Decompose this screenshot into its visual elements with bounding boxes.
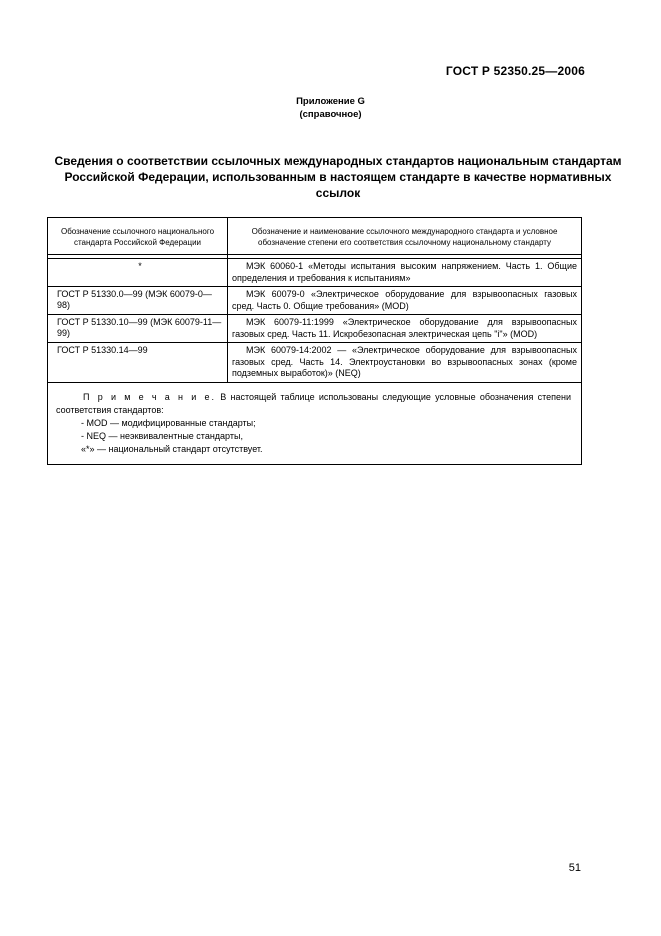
table-header-row bbox=[48, 218, 582, 255]
national-standard-cell: ГОСТ Р 51330.10—99 (МЭК 60079-11—99) bbox=[48, 315, 228, 343]
table-row bbox=[48, 259, 582, 287]
appendix-label: Приложение G bbox=[296, 96, 365, 107]
international-standard-cell: МЭК 60079-14:2002 — «Электрическое оборудование для взрывоопасных газовых сред. Часть 14. Электроустановки во взрывоопасных зонах (кроме подземных выработок)» (NEQ) bbox=[228, 343, 582, 383]
appendix-heading bbox=[0, 95, 661, 121]
national-standard-cell: ГОСТ Р 51330.0—99 (МЭК 60079-0—98) bbox=[48, 287, 228, 315]
table-note-row bbox=[48, 382, 582, 464]
note-paragraph bbox=[56, 391, 571, 417]
page-number: 51 bbox=[568, 862, 581, 874]
table-row bbox=[48, 343, 582, 383]
page-title: Сведения о соответствии ссылочных международных стандартов национальным стандартам Российской Федерации, использованным в настоящем стандарте в качестве нормативных ссылок bbox=[54, 154, 622, 200]
international-standard-cell: МЭК 60079-0 «Электрическое оборудование для взрывоопасных газовых сред. Часть 0. Общие требования» (MOD) bbox=[228, 287, 582, 315]
column-header-international: Обозначение и наименование ссылочного международного стандарта и условное обозначение степени его соответствия ссылочному национальному стандарту bbox=[228, 218, 582, 255]
international-standard-cell: МЭК 60060-1 «Методы испытания высоким напряжением. Часть 1. Общие определения и требования к испытаниям» bbox=[228, 259, 582, 287]
document-code: ГОСТ Р 52350.25—2006 bbox=[445, 64, 585, 78]
column-header-national: Обозначение ссылочного национального стандарта Российской Федерации bbox=[48, 218, 228, 255]
note-text: В настоящей таблице использованы следующие условные обозначения степени соответствия стандартов: bbox=[56, 391, 571, 415]
appendix-type: (справочное) bbox=[299, 109, 362, 120]
note-label: П р и м е ч а н и е. bbox=[83, 391, 217, 402]
table-note bbox=[48, 382, 582, 464]
international-standard-cell: МЭК 60079-11:1999 «Электрическое оборудование для взрывоопасных газовых сред. Часть 11. Искробезопасная электрическая цепь "i"» (MOD) bbox=[228, 315, 582, 343]
note-item: - MOD — модифицированные стандарты; bbox=[81, 417, 256, 428]
national-standard-cell: * bbox=[48, 259, 228, 287]
table-row bbox=[48, 315, 582, 343]
standards-table bbox=[47, 217, 582, 465]
note-item: - NEQ — неэквивалентные стандарты, bbox=[81, 430, 243, 441]
table-row bbox=[48, 287, 582, 315]
note-item: «*» — национальный стандарт отсутствует. bbox=[81, 443, 263, 454]
national-standard-cell: ГОСТ Р 51330.14—99 bbox=[48, 343, 228, 383]
